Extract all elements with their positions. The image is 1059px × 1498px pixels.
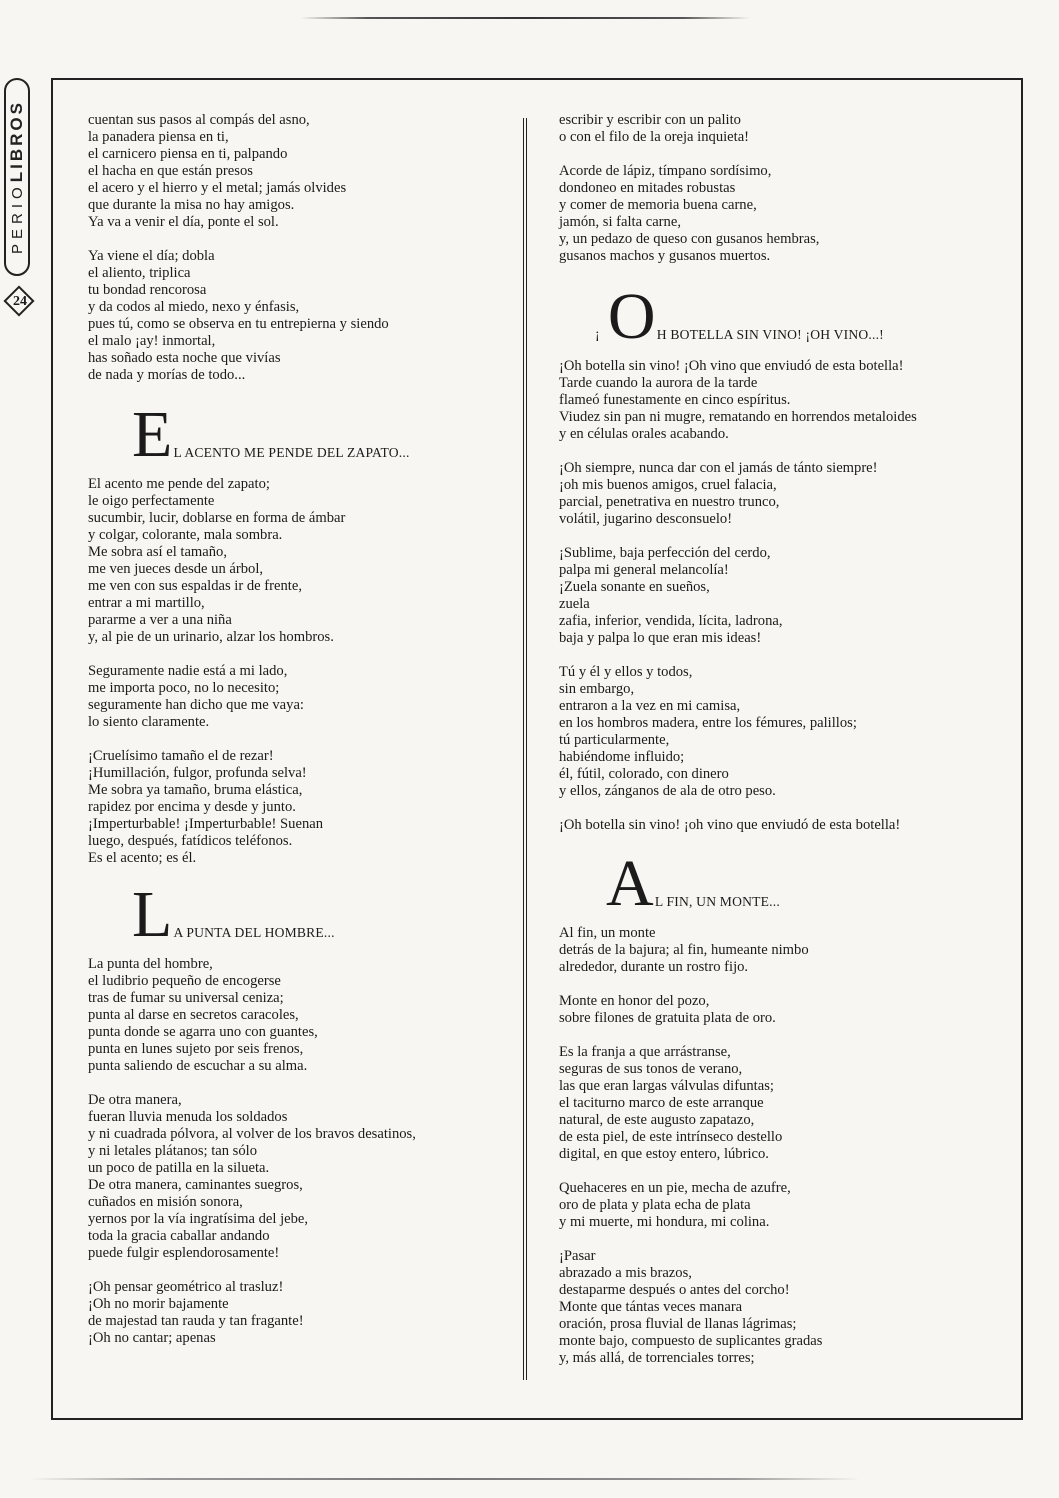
verse-line: has soñado esta noche que vivías bbox=[88, 350, 281, 366]
verse-line: y ni cuadrada pólvora, al volver de los bravos desatinos, bbox=[88, 1126, 416, 1142]
verse-line: pararme a ver a una niña bbox=[88, 612, 232, 628]
verse-line: cuñados en misión sonora, bbox=[88, 1194, 243, 1210]
poem-stanza bbox=[88, 663, 508, 731]
bottom-scan-rule bbox=[30, 1478, 860, 1480]
verse-line: lo siento claramente. bbox=[88, 714, 210, 730]
verse-line: en los hombros madera, entre los fémures, palillos; bbox=[559, 715, 857, 731]
poem-stanza bbox=[559, 545, 999, 647]
verse-line: un poco de patilla en la silueta. bbox=[88, 1160, 270, 1176]
verse-line: y colgar, colorante, mala sombra. bbox=[88, 527, 283, 543]
verse-line: Ya viene el día; dobla bbox=[88, 248, 215, 264]
verse-line: ¡Imperturbable! ¡Imperturbable! Suenan bbox=[88, 816, 324, 832]
verse-line: palpa mi general melancolía! bbox=[559, 562, 729, 578]
verse-line: Monte que tántas veces manara bbox=[559, 1299, 743, 1315]
verse-line: el malo ¡ay! inmortal, bbox=[88, 333, 216, 349]
verse-line: Es la franja a que arrástranse, bbox=[559, 1044, 731, 1060]
poem-stanza bbox=[559, 1044, 999, 1163]
poem-stanza bbox=[88, 748, 508, 867]
verse-line: sin embargo, bbox=[559, 681, 635, 697]
poem-stanza bbox=[559, 460, 999, 528]
poem-title bbox=[132, 878, 508, 951]
verse-line: escribir y escribir con un palito bbox=[559, 112, 741, 128]
poem-stanza bbox=[559, 358, 999, 443]
brand-prefix: PERIO bbox=[9, 182, 27, 254]
periolibros-logo bbox=[4, 78, 30, 276]
verse-line: y, más allá, de torrenciales torres; bbox=[559, 1350, 755, 1366]
verse-line: Monte en honor del pozo, bbox=[559, 993, 710, 1009]
brand-emphasis: LIBROS bbox=[7, 100, 27, 183]
poem-stanza bbox=[559, 925, 999, 976]
poem-title bbox=[606, 847, 999, 920]
verse-line: De otra manera, caminantes suegros, bbox=[88, 1177, 303, 1193]
verse-line: ¡Oh siempre, nunca dar con el jamás de tánto siempre! bbox=[559, 460, 878, 476]
verse-line: o con el filo de la oreja inquieta! bbox=[559, 129, 750, 145]
verse-line: Viudez sin pan ni mugre, rematando en horrendos metaloides bbox=[559, 409, 917, 425]
verse-line: entrar a mi martillo, bbox=[88, 595, 205, 611]
verse-line: y ni letales plátanos; tan sólo bbox=[88, 1143, 258, 1159]
page-number: 24 bbox=[13, 294, 27, 309]
verse-line: punta donde se agarra uno con guantes, bbox=[88, 1024, 318, 1040]
verse-line: toda la gracia caballar andando bbox=[88, 1228, 270, 1244]
verse-line: ¡Pasar bbox=[559, 1248, 596, 1264]
poem-stanza bbox=[559, 1180, 999, 1231]
verse-line: y, un pedazo de queso con gusanos hembras, bbox=[559, 231, 820, 247]
poem-stanza bbox=[559, 817, 999, 834]
verse-line: fueran lluvia menuda los soldados bbox=[88, 1109, 288, 1125]
verse-line: ¡Sublime, baja perfección del cerdo, bbox=[559, 545, 771, 561]
verse-line: Quehaceres en un pie, mecha de azufre, bbox=[559, 1180, 791, 1196]
poem-stanza bbox=[559, 163, 999, 265]
title-text: H BOTELLA SIN VINO! ¡OH VINO...! bbox=[656, 327, 884, 342]
verse-line: ¡oh mis buenos amigos, cruel falacia, bbox=[559, 477, 777, 493]
verse-line: y en células orales acabando. bbox=[559, 426, 729, 442]
poem-stanza bbox=[88, 112, 508, 231]
verse-line: me importa poco, no lo necesito; bbox=[88, 680, 280, 696]
verse-line: flameó funestamente en cinco espíritus. bbox=[559, 392, 791, 408]
poem-stanza bbox=[88, 1092, 508, 1262]
verse-line: Tú y él y ellos y todos, bbox=[559, 664, 693, 680]
verse-line: entraron a la vez en mi camisa, bbox=[559, 698, 741, 714]
verse-line: ¡Oh pensar geométrico al trasluz! bbox=[88, 1279, 284, 1295]
verse-line: Acorde de lápiz, tímpano sordísimo, bbox=[559, 163, 772, 179]
verse-line: tras de fumar su universal ceniza; bbox=[88, 990, 284, 1006]
verse-line: gusanos machos y gusanos muertos. bbox=[559, 248, 771, 264]
right-column bbox=[559, 112, 999, 1384]
verse-line: punta en lunes sujeto por seis frenos, bbox=[88, 1041, 304, 1057]
verse-line: el taciturno marco de este arranque bbox=[559, 1095, 764, 1111]
verse-line: ¡Oh no cantar; apenas bbox=[88, 1330, 216, 1346]
verse-line: ¡Zuela sonante en sueños, bbox=[559, 579, 710, 595]
drop-cap: L bbox=[132, 878, 173, 951]
verse-line: cuentan sus pasos al compás del asno, bbox=[88, 112, 310, 128]
title-text: A PUNTA DEL HOMBRE... bbox=[173, 925, 335, 940]
poem-stanza bbox=[559, 112, 999, 146]
verse-line: volátil, jugarino desconsuelo! bbox=[559, 511, 733, 527]
verse-line: Me sobra ya tamaño, bruma elástica, bbox=[88, 782, 303, 798]
verse-line: el carnicero piensa en ti, palpando bbox=[88, 146, 288, 162]
verse-line: y da codos al miedo, nexo y énfasis, bbox=[88, 299, 300, 315]
verse-line: ¡Oh no morir bajamente bbox=[88, 1296, 229, 1312]
verse-line: Es el acento; es él. bbox=[88, 850, 197, 866]
poem-title bbox=[595, 280, 999, 353]
verse-line: ¡Oh botella sin vino! ¡Oh vino que enviudó de esta botella! bbox=[559, 358, 904, 374]
verse-line: el hacha en que están presos bbox=[88, 163, 253, 179]
left-column bbox=[88, 112, 508, 1364]
poem-stanza bbox=[88, 956, 508, 1075]
title-text: L FIN, UN MONTE... bbox=[654, 894, 780, 909]
verse-line: y ellos, zánganos de ala de otro peso. bbox=[559, 783, 776, 799]
verse-line: ¡Humillación, fulgor, profunda selva! bbox=[88, 765, 307, 781]
verse-line: Ya va a venir el día, ponte el sol. bbox=[88, 214, 279, 230]
verse-line: sucumbir, lucir, doblarse en forma de ámbar bbox=[88, 510, 346, 526]
verse-line: tu bondad rencorosa bbox=[88, 282, 207, 298]
verse-line: alrededor, durante un rostro fijo. bbox=[559, 959, 749, 975]
poem-stanza bbox=[559, 1248, 999, 1367]
verse-line: me ven jueces desde un árbol, bbox=[88, 561, 264, 577]
verse-line: monte bajo, compuesto de suplicantes gradas bbox=[559, 1333, 823, 1349]
verse-line: ¡Cruelísimo tamaño el de rezar! bbox=[88, 748, 274, 764]
verse-line: natural, de este augusto zapatazo, bbox=[559, 1112, 755, 1128]
verse-line: las que eran largas válvulas difuntas; bbox=[559, 1078, 774, 1094]
verse-line: Seguramente nadie está a mi lado, bbox=[88, 663, 288, 679]
verse-line: detrás de la bajura; al fin, humeante nimbo bbox=[559, 942, 809, 958]
verse-line: tú particularmente, bbox=[559, 732, 670, 748]
drop-cap: A bbox=[606, 847, 654, 920]
poem-title bbox=[132, 398, 508, 471]
verse-line: Al fin, un monte bbox=[559, 925, 656, 941]
verse-line: él, fútil, colorado, con dinero bbox=[559, 766, 729, 782]
verse-line: el aliento, triplica bbox=[88, 265, 191, 281]
verse-line: parcial, penetrativa en nuestro trunco, bbox=[559, 494, 780, 510]
verse-line: seguramente han dicho que me vaya: bbox=[88, 697, 304, 713]
poem-stanza bbox=[88, 1279, 508, 1347]
verse-line: y comer de memoria buena carne, bbox=[559, 197, 757, 213]
verse-line: De otra manera, bbox=[88, 1092, 182, 1108]
verse-line: Me sobra así el tamaño, bbox=[88, 544, 228, 560]
verse-line: seguras de sus tonos de verano, bbox=[559, 1061, 743, 1077]
verse-line: Tarde cuando la aurora de la tarde bbox=[559, 375, 758, 391]
brand-text bbox=[7, 100, 27, 254]
verse-line: oro de plata y plata echa de plata bbox=[559, 1197, 751, 1213]
verse-line: dondoneo en mitades robustas bbox=[559, 180, 736, 196]
verse-line: de esta piel, de este intrínseco destello bbox=[559, 1129, 783, 1145]
verse-line: destaparme después o antes del corcho! bbox=[559, 1282, 790, 1298]
verse-line: abrazado a mis brazos, bbox=[559, 1265, 692, 1281]
poem-stanza bbox=[88, 248, 508, 384]
verse-line: ¡Oh botella sin vino! ¡oh vino que enviudó de esta botella! bbox=[559, 817, 901, 833]
verse-line: la panadera piensa en ti, bbox=[88, 129, 229, 145]
verse-line: digital, en que estoy entero, lúbrico. bbox=[559, 1146, 769, 1162]
verse-line: zafia, inferior, vendida, lícita, ladrona, bbox=[559, 613, 783, 629]
verse-line: de nada y morías de todo... bbox=[88, 367, 246, 383]
top-scan-rule bbox=[300, 17, 750, 19]
verse-line: de majestad tan rauda y tan fragante! bbox=[88, 1313, 304, 1329]
poem-stanza bbox=[559, 993, 999, 1027]
verse-line: jamón, si falta carne, bbox=[559, 214, 681, 230]
column-divider bbox=[523, 118, 527, 1380]
verse-line: baja y palpa lo que eran mis ideas! bbox=[559, 630, 762, 646]
verse-line: zuela bbox=[559, 596, 590, 612]
verse-line: que durante la misa no hay amigos. bbox=[88, 197, 295, 213]
verse-line: oración, prosa fluvial de llanas lágrimas; bbox=[559, 1316, 797, 1332]
verse-line: El acento me pende del zapato; bbox=[88, 476, 270, 492]
verse-line: rapidez por encima y desde y junto. bbox=[88, 799, 296, 815]
verse-line: el ludibrio pequeño de encogerse bbox=[88, 973, 281, 989]
verse-line: La punta del hombre, bbox=[88, 956, 213, 972]
drop-cap: O bbox=[607, 280, 656, 353]
verse-line: y mi muerte, mi hondura, mi colina. bbox=[559, 1214, 770, 1230]
poem-stanza bbox=[559, 664, 999, 800]
verse-line: el acero y el hierro y el metal; jamás olvides bbox=[88, 180, 347, 196]
verse-line: habiéndome influido; bbox=[559, 749, 685, 765]
page-number-badge bbox=[3, 285, 37, 319]
verse-line: le oigo perfectamente bbox=[88, 493, 215, 509]
verse-line: yernos por la vía ingratísima del jebe, bbox=[88, 1211, 309, 1227]
drop-cap: E bbox=[132, 398, 173, 471]
title-prefix: ¡ bbox=[595, 327, 600, 342]
verse-line: punta saliendo de escuchar a su alma. bbox=[88, 1058, 308, 1074]
verse-line: luego, después, fatídicos teléfonos. bbox=[88, 833, 293, 849]
verse-line: y, al pie de un urinario, alzar los hombros. bbox=[88, 629, 334, 645]
verse-line: pues tú, como se observa en tu entrepierna y siendo bbox=[88, 316, 389, 332]
verse-line: punta al darse en secretos caracoles, bbox=[88, 1007, 299, 1023]
verse-line: sobre filones de gratuita plata de oro. bbox=[559, 1010, 776, 1026]
verse-line: puede fulgir esplendorosamente! bbox=[88, 1245, 280, 1261]
poem-stanza bbox=[88, 476, 508, 646]
verse-line: me ven con sus espaldas ir de frente, bbox=[88, 578, 302, 594]
title-text: L ACENTO ME PENDE DEL ZAPATO... bbox=[173, 445, 410, 460]
